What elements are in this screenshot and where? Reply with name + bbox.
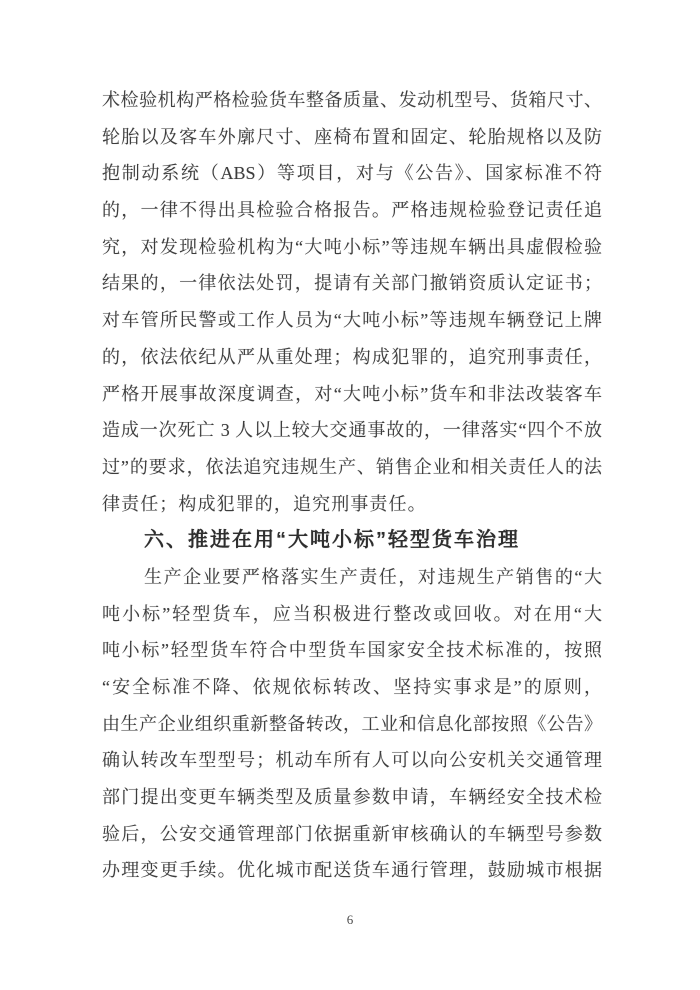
- page-number: 6: [346, 912, 354, 927]
- body-text-line: 术检验机构严格检验货车整备质量、发动机型号、货箱尺寸、: [102, 90, 602, 110]
- body-text-line: “安全标准不降、依规依标转改、坚持实事求是”的原则，: [102, 677, 602, 697]
- body-text-line: 严格开展事故深度调查，对“大吨小标”货车和非法改装客车: [102, 383, 602, 404]
- body-text-line: 的，一律不得出具检验合格报告。严格违规检验登记责任追: [102, 200, 602, 221]
- body-text-line: 造成一次死亡 3 人以上较大交通事故的，一律落实“四个不放: [102, 420, 602, 441]
- document-body: [102, 82, 602, 889]
- body-text-line: 办理变更手续。优化城市配送货车通行管理，鼓励城市根据: [102, 860, 602, 881]
- body-text-line: 对车管所民警或工作人员为“大吨小标”等违规车辆登记上牌: [102, 310, 602, 331]
- body-text-line: 过”的要求，依法追究违规生产、销售企业和相关责任人的法: [102, 456, 602, 477]
- body-text-line: 的，依法依纪从严从重处理；构成犯罪的，追究刑事责任，: [102, 346, 602, 367]
- body-text-line: 由生产企业组织重新整备转改，工业和信息化部按照《公告》: [102, 713, 602, 734]
- body-text-line: 吨小标”轻型货车，应当积极进行整改或回收。对在用“大: [102, 603, 602, 624]
- body-text-line: 轮胎以及客车外廓尺寸、座椅布置和固定、轮胎规格以及防: [102, 126, 602, 147]
- body-text-line: 验后，公安交通管理部门依据重新审核确认的车辆型号参数: [102, 823, 602, 844]
- body-text-line: 生产企业要严格落实生产责任，对违规生产销售的“大: [144, 566, 602, 587]
- body-text-line: 律责任；构成犯罪的，追究刑事责任。: [102, 493, 427, 514]
- body-text-line: 抱制动系统（ABS）等项目，对与《公告》、国家标准不符: [102, 163, 602, 184]
- body-text-line: 结果的，一律依法处罚，提请有关部门撤销资质认定证书；: [102, 273, 602, 294]
- body-text-line: 部门提出变更车辆类型及质量参数申请，车辆经安全技术检: [102, 787, 602, 808]
- body-text-line: 吨小标”轻型货车符合中型货车国家安全技术标准的，按照: [102, 640, 602, 661]
- body-text-line: 究，对发现检验机构为“大吨小标”等违规车辆出具虚假检验: [102, 236, 602, 257]
- body-text-line: 确认转改车型型号；机动车所有人可以向公安机关交通管理: [102, 750, 602, 771]
- section-heading: 六、推进在用“大吨小标”轻型货车治理: [144, 529, 520, 552]
